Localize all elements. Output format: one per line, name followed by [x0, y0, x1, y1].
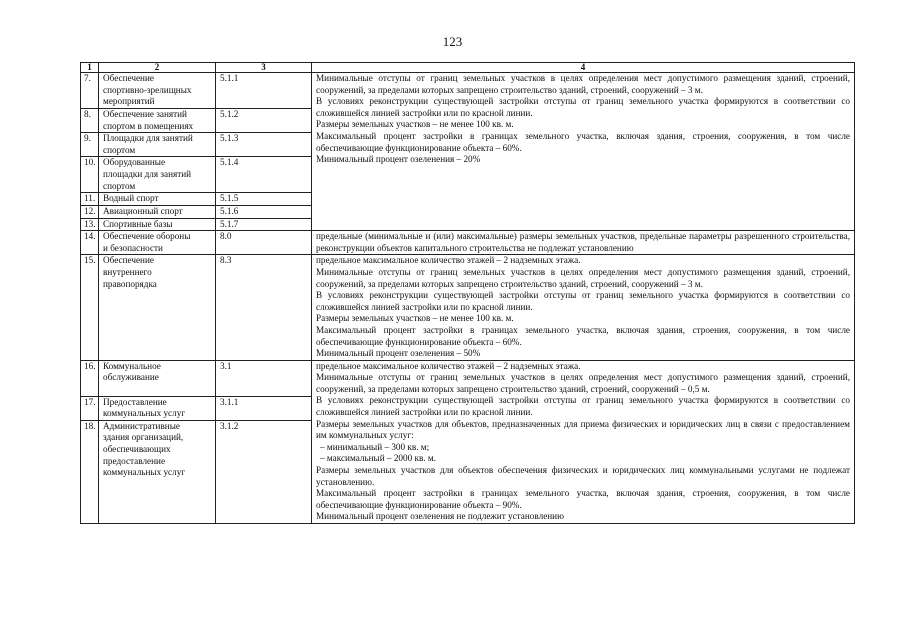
- text-line: – минимальный – 300 кв. м;: [320, 441, 430, 452]
- page-number: 123: [442, 34, 463, 49]
- row-number: 10.: [81, 157, 99, 193]
- text-line: предельное максимальное количество этажей – 2 надземных этажа.: [316, 360, 581, 371]
- text-line: В условиях реконструкции существующей застройки отступы от границ земельного участка формируются в соответствии со сложившейся линией застройки или по красной линии.: [316, 290, 850, 312]
- table-row: [81, 231, 855, 255]
- communal-requirements: [312, 360, 855, 523]
- text-line: Минимальные отступы от границ земельных участков в целях определения мест допустимого размещения зданий, строений, сооружений, за пределами которых запрещено строительство зданий, строений, сооружений – 0,5 м.: [316, 372, 850, 394]
- text-line: Размеры земельных участков для объектов обеспечения физических и юридических лиц коммунальными услугами не подлежат установлению.: [316, 465, 850, 487]
- text-line: предельное максимальное количество этажей – 2 надземных этажа.: [316, 255, 581, 266]
- row-name: Площадки для занятий спортом: [99, 133, 216, 157]
- row-name: Обеспечение спортивно-зрелищных мероприятий: [99, 73, 216, 109]
- row-number: 11.: [81, 193, 99, 206]
- table-row: [81, 255, 855, 360]
- row-code: 3.1: [216, 360, 312, 396]
- text-line: Минимальный процент озеленения – 50%: [316, 348, 481, 359]
- text-line: Максимальный процент застройки в границах земельного участка, включая здания, строения, сооружения, в том числе обеспечивающие функционирование объекта – 60%.: [316, 324, 850, 347]
- header-col-3: 3: [216, 63, 312, 73]
- text-line: Максимальный процент застройки в границах земельного участка, включая здания, строения, сооружения, в том числе обеспечивающие функционирование объекта – 60%.: [316, 130, 850, 153]
- row-name: Обеспечение обороны и безопасности: [99, 231, 216, 255]
- header-col-1: 1: [81, 63, 99, 73]
- text-line: Размеры земельных участков для объектов, предназначенных для приема физических и юридических лиц в связи с предоставлением им коммунальных услуг:: [316, 418, 850, 441]
- row-number: 17.: [81, 396, 99, 420]
- defense-requirements: предельные (минимальные и (или) максимальные) размеры земельных участков, предельные параметры разрешенного строительства, реконструкции объектов капитального строительства не подлежат установлению: [312, 231, 855, 255]
- row-code: 3.1.2: [216, 420, 312, 523]
- text-line: Размеры земельных участков – не менее 100 кв. м.: [316, 313, 514, 324]
- row-name: Административные здания организаций, обеспечивающих предоставление коммунальных услуг: [99, 420, 216, 523]
- row-name: Коммунальное обслуживание: [99, 360, 216, 396]
- row-name: Авиационный спорт: [99, 205, 216, 218]
- header-col-2: 2: [99, 63, 216, 73]
- text-line: В условиях реконструкции существующей застройки отступы от границ земельного участка формируются в соответствии со сложившейся линией застройки или по красной линии.: [316, 96, 850, 118]
- row-number: 9.: [81, 133, 99, 157]
- text-line: Минимальный процент озеленения не подлежит установлению: [316, 511, 564, 522]
- row-name: Обеспечение внутреннего правопорядка: [99, 255, 216, 360]
- regulations-table: [80, 62, 855, 524]
- text-line: Размеры земельных участков – не менее 100 кв. м.: [316, 119, 514, 130]
- row-name: Водный спорт: [99, 193, 216, 206]
- text-line: Максимальный процент застройки в границах земельного участка, включая здания, строения, сооружения, в том числе обеспечивающие функционирование объекта – 90%.: [316, 488, 850, 510]
- order-requirements: [312, 255, 855, 360]
- row-number: 7.: [81, 73, 99, 109]
- row-code: 5.1.2: [216, 109, 312, 133]
- row-number: 12.: [81, 205, 99, 218]
- row-code: 5.1.5: [216, 193, 312, 206]
- row-code: 8.3: [216, 255, 312, 360]
- row-name: Спортивные базы: [99, 218, 216, 231]
- text-line: Минимальный процент озеленения – 20%: [316, 154, 481, 165]
- row-name: Обеспечение занятий спортом в помещениях: [99, 109, 216, 133]
- row-number: 8.: [81, 109, 99, 133]
- text-line: Минимальные отступы от границ земельных участков в целях определения мест допустимого размещения зданий, строений, сооружений, за пределами которых запрещено строительство зданий, строений, сооружений – 3 м.: [316, 73, 850, 95]
- row-name: Предоставление коммунальных услуг: [99, 396, 216, 420]
- row-number: 16.: [81, 360, 99, 396]
- row-code: 5.1.4: [216, 157, 312, 193]
- row-number: 14.: [81, 231, 99, 255]
- table-header-row: [81, 63, 855, 73]
- row-number: 18.: [81, 420, 99, 523]
- row-code: 5.1.1: [216, 73, 312, 109]
- row-number: 13.: [81, 218, 99, 231]
- row-code: 3.1.1: [216, 396, 312, 420]
- row-code: 8.0: [216, 231, 312, 255]
- header-col-4: 4: [312, 63, 855, 73]
- text-line: – максимальный – 2000 кв. м.: [320, 453, 437, 464]
- sport-requirements: [312, 73, 855, 231]
- table-row: [81, 360, 855, 396]
- row-code: 5.1.3: [216, 133, 312, 157]
- text-line: Минимальные отступы от границ земельных участков в целях определения мест допустимого размещения зданий, строений, сооружений, за пределами которых запрещено строительство зданий, строений, сооружений – 3 м.: [316, 266, 850, 289]
- row-code: 5.1.7: [216, 218, 312, 231]
- table-row: [81, 73, 855, 109]
- row-code: 5.1.6: [216, 205, 312, 218]
- text-line: В условиях реконструкции существующей застройки отступы от границ земельного участка формируются в соответствии со сложившейся линией застройки или по красной линии.: [316, 395, 850, 418]
- row-name: Оборудованные площадки для занятий спортом: [99, 157, 216, 193]
- row-number: 15.: [81, 255, 99, 360]
